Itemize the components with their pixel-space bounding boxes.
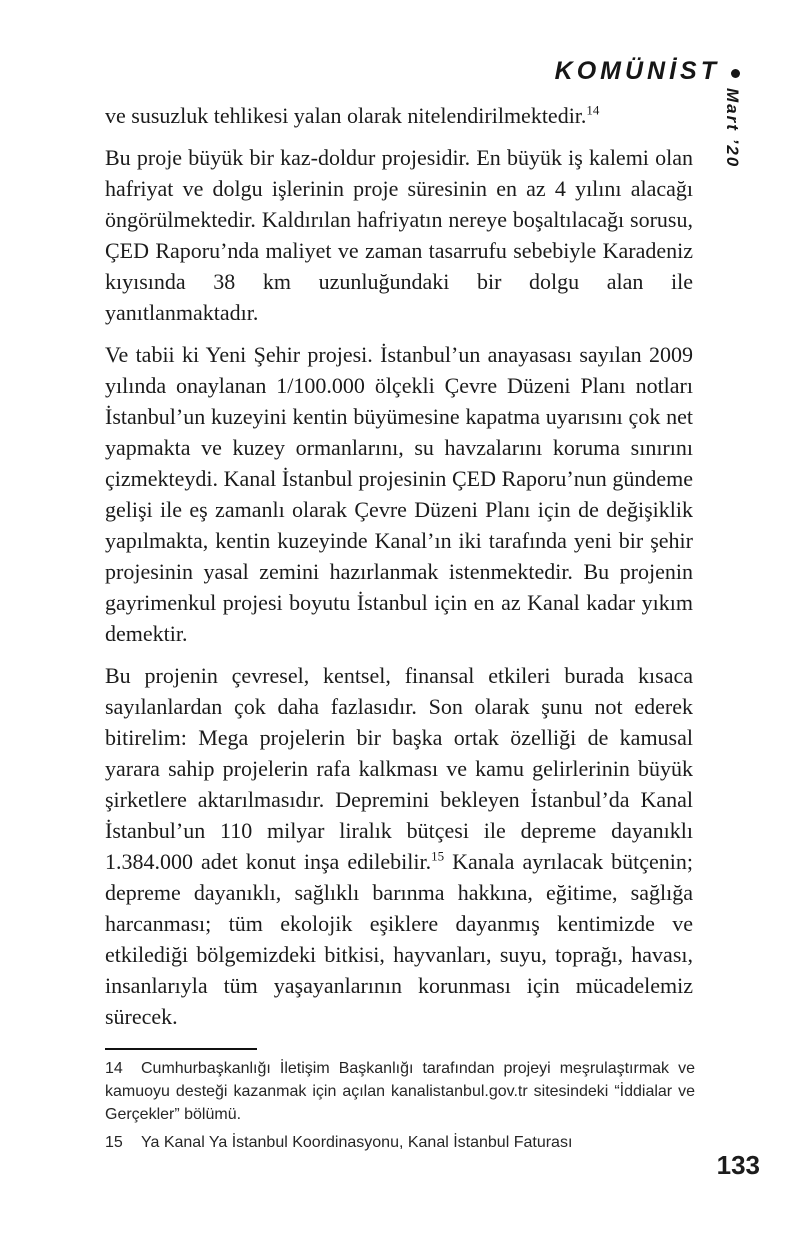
footnote-15 xyxy=(105,1131,695,1154)
bullet-icon xyxy=(731,69,740,78)
body-paragraph-2 xyxy=(105,142,693,328)
paragraph-text: Ve tabii ki Yeni Şehir projesi. İstanbul’un anayasası sayılan 2009 yılında onaylanan 1/100.000 ölçekli Çevre Düzeni Planı notları İstanbul’un kuzeyini kentin büyümesine kapatma uyarısını çok net yapmakta ve kuzey ormanlarını, su havzalarını koruma sınırını çizmekteydi. Kanal İstanbul projesinin ÇED Raporu’nun gündeme gelişi ile eş zamanlı olarak Çevre Düzeni Planı için de değişiklik yapılmakta, kentin kuzeyinde Kanal’ın iki tarafında yeni bir şehir projesinin yasal zemini hazırlanmak istenmektedir. Bu projenin gayrimenkul projesi boyutu İstanbul için en az Kanal kadar yıkım demektir. xyxy=(105,342,693,646)
body-paragraph-1 xyxy=(105,100,693,131)
journal-title: KOMÜNİST xyxy=(554,57,720,85)
paragraph-text: Bu proje büyük bir kaz-doldur projesidir. En büyük iş kalemi olan hafriyat ve dolgu işlerinin proje süresinin en az 4 yılını alacağı öngörülmektedir. Kaldırılan hafriyatın nereye boşaltılacağı sorusu, ÇED Raporu’nda maliyet ve zaman tasarrufu sebebiyle Karadeniz kıyısında 38 km uzunluğundaki bir dolgu alan ile yanıtlanmaktadır. xyxy=(105,145,693,325)
footnote-divider xyxy=(105,1048,257,1050)
footnote-ref-15: 15 xyxy=(431,848,445,864)
footnotes-section xyxy=(105,1048,695,1159)
footnote-number: 15 xyxy=(105,1134,123,1151)
running-head xyxy=(555,57,740,86)
page-number: 133 xyxy=(716,1150,760,1180)
footnote-text: Cumhurbaşkanlığı İletişim Başkanlığı tarafından projeyi meşrulaştırmak ve kamuoyu desteği kazanmak için açılan kanalistanbul.gov.tr sitesindeki “İddialar ve Gerçekler” bölümü. xyxy=(105,1060,695,1123)
issue-date-vertical: Mart ’20 xyxy=(723,88,742,169)
article-body xyxy=(105,100,693,1043)
body-paragraph-4 xyxy=(105,660,693,1032)
footnote-number: 14 xyxy=(105,1060,123,1077)
footnote-14 xyxy=(105,1057,695,1126)
body-paragraph-3 xyxy=(105,339,693,649)
footnote-text: Ya Kanal Ya İstanbul Koordinasyonu, Kanal İstanbul Faturası xyxy=(141,1134,573,1151)
paragraph-text: Kanala ayrılacak bütçenin; depreme dayanıklı, sağlıklı barınma hakkına, eğitime, sağlığa harcanması; tüm ekolojik eşiklere dayanmış kentimizde ve etkilediği bölgemizdeki bitkisi, hayvanları, suyu, toprağı, havası, insanlarıyla tüm yaşayanlarının korunması için mücadelemiz sürecek. xyxy=(105,849,693,1029)
paragraph-text: Bu projenin çevresel, kentsel, finansal etkileri burada kısaca sayılanlardan çok daha fazlasıdır. Son olarak şunu not ederek bitirelim: Mega projelerin bir başka ortak özelliği de kamusal yarara sahip projelerin rafa kalkması ve kamu gelirlerinin büyük şirketlere aktarılmasıdır. Depremini bekleyen İstanbul’da Kanal İstanbul’un 110 milyar liralık bütçesi ile depreme dayanıklı 1.384.000 adet konut inşa edilebilir. xyxy=(105,663,693,874)
footnote-ref-14: 14 xyxy=(586,102,600,118)
paragraph-text: ve susuzluk tehlikesi yalan olarak nitelendirilmektedir. xyxy=(105,103,587,128)
